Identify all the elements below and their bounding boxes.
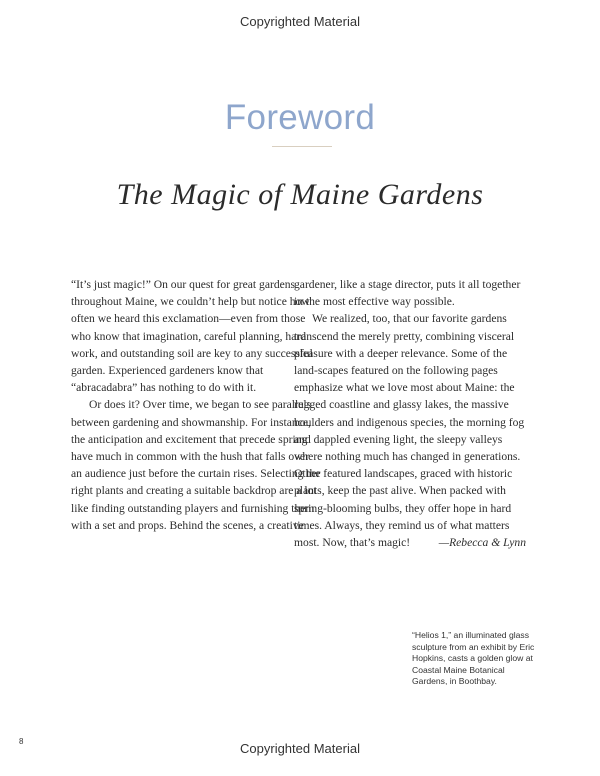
- paragraph: gardener, like a stage director, puts it all together in the most effective way possible.: [294, 278, 521, 309]
- paragraph: “It’s just magic!” On our quest for great gardens throughout Maine, we couldn’t help but notice how often we heard this exclamation—even from those who know that imagination, careful planning, hard work, and outstanding soil are key to any successful garden. Experienced gardeners know that “abracadabra” has nothing to do with it.: [71, 278, 313, 395]
- photo-caption: “Helios 1,” an illuminated glass sculpture from an exhibit by Eric Hopkins, casts a golden glow at Coastal Maine Botanical Gardens, in Boothbay.: [412, 630, 535, 686]
- text-column-right: [294, 276, 526, 551]
- page-number: 8: [19, 737, 24, 746]
- heading-divider: [272, 146, 332, 147]
- copyright-footer: Copyrighted Material: [240, 741, 360, 756]
- signature: —Rebecca & Lynn: [438, 536, 526, 550]
- copyright-header: Copyrighted Material: [240, 14, 360, 29]
- paragraph-text: We realized, too, that our favorite gardens transcend the merely pretty, combining visceral pleasure with a deeper relevance. Some of the land-scapes featured on the following pages emphasize what we love most about Maine: the rugged coastline and glassy lakes, the massive boulders and indigenous species, the morning fog and dappled evening light, the sleepy valleys where nothing much has changed in generations. Other featured landscapes, graced with historic plants, keep the past alive. When packed with spring-blooming bulbs, they offer hope in hard times. Always, they remind us of what matters most. Now, that’s magic!: [294, 312, 525, 550]
- page-subtitle: The Magic of Maine Gardens: [116, 178, 484, 211]
- paragraph: [294, 310, 526, 551]
- page-heading: Foreword: [224, 98, 376, 137]
- text-column-left: [71, 276, 321, 534]
- paragraph: Or does it? Over time, we began to see parallels between gardening and showmanship. For instance, the anticipation and excitement that precede spring have much in common with the hush that falls over an audience just before the curtain rises. Selecting the right plants and creating a suitable backdrop are a lot like finding outstanding players and furnishing them with a set and props. Behind the scenes, a creative: [71, 398, 321, 532]
